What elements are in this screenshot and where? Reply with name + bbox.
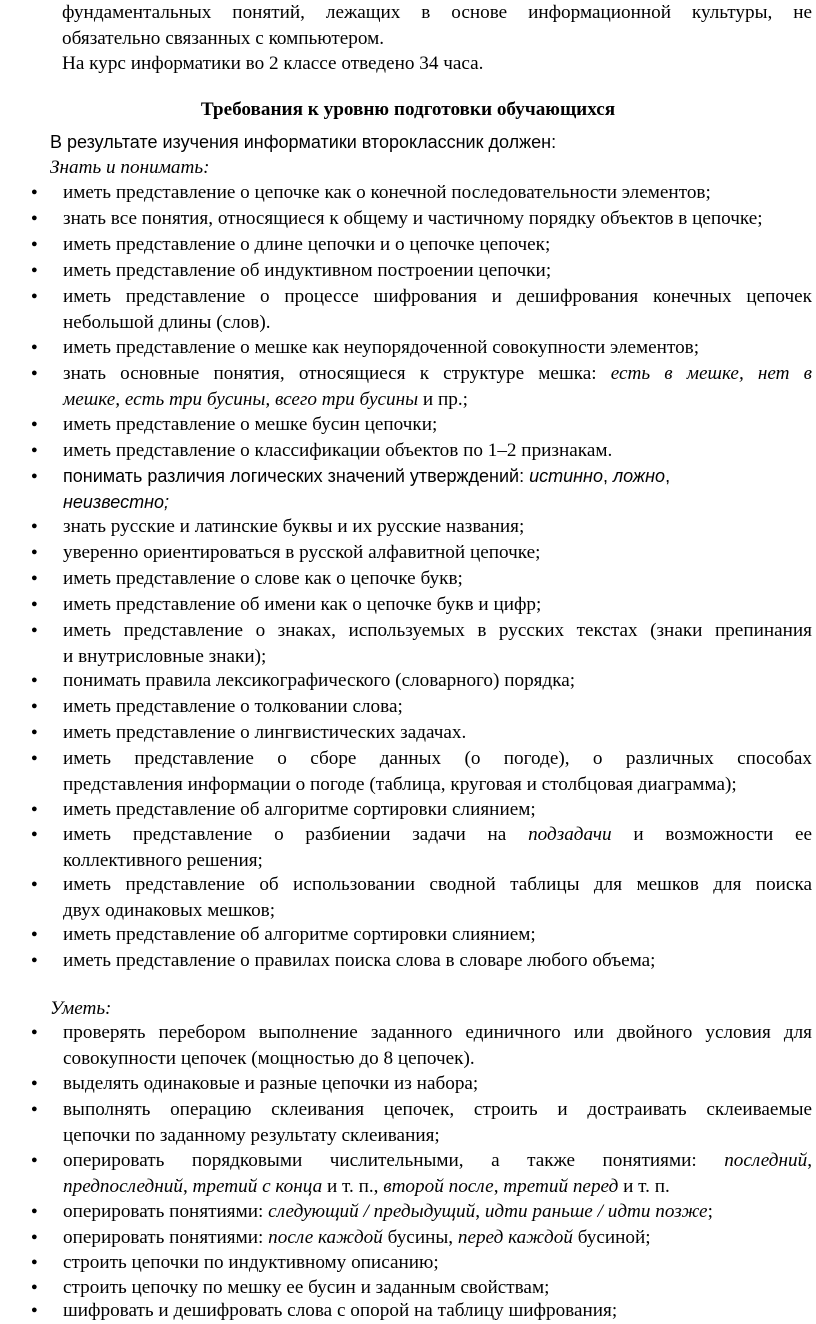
bullet-icon: ● [31, 418, 38, 430]
bullet-icon: ● [31, 212, 38, 224]
bullet-icon: ● [31, 954, 38, 966]
bullet-icon: ● [31, 1077, 38, 1089]
bullet-icon: ● [31, 470, 38, 482]
bullet-icon: ● [31, 928, 38, 940]
bullet-icon: ● [31, 341, 38, 353]
text-line: фундаментальных понятий, лежащих в основе информационной культуры, не [62, 2, 812, 23]
bullet-icon: ● [31, 1026, 38, 1038]
bullet-icon: ● [31, 572, 38, 584]
bullet-icon: ● [31, 624, 38, 636]
text-line: обязательно связанных с компьютером. [62, 27, 385, 49]
bullet-icon: ● [31, 238, 38, 250]
bullet-icon: ● [31, 546, 38, 558]
skills-heading: Уметь: [50, 998, 112, 1019]
bullet-icon: ● [31, 1205, 38, 1217]
bullet-icon: ● [31, 700, 38, 712]
bullet-icon: ● [31, 1256, 38, 1268]
bullet-icon: ● [31, 1103, 38, 1115]
bullet-icon: ● [31, 186, 38, 198]
intro-paragraph [0, 0, 812, 51]
bullet-icon: ● [31, 444, 38, 456]
bullet-icon: ● [31, 367, 38, 379]
bullet-icon: ● [31, 1231, 38, 1243]
bullet-icon: ● [31, 752, 38, 764]
section-title: Требования к уровню подготовки обучающихся [200, 99, 616, 120]
bullet-icon: ● [31, 1154, 38, 1166]
bullet-icon: ● [31, 726, 38, 738]
bullet-icon: ● [31, 828, 38, 840]
bullet-icon: ● [31, 1304, 38, 1316]
bullet-icon: ● [31, 598, 38, 610]
bullet-icon: ● [31, 1281, 38, 1293]
bullet-icon: ● [31, 290, 38, 302]
bullet-icon: ● [31, 803, 38, 815]
bullet-icon: ● [31, 520, 38, 532]
document-page: фундаментальных понятий, лежащих в основе информационной культуры, не обязательно связанных с компьютером. На курс информатики во 2 классе отведено 34 часа. Требования к уровню подготовки обучающихся В результате изучения информатики второклассник должен: Знать и понимать: ● иметь представление о цепочке как о конечной последовательности элементов; ● знать все понятия, относящиеся к общему и частичному порядку объектов в цепочке; ● иметь представление о длине цепочки и о цепочке цепочек; ● иметь представление об индуктивном построении цепочки; ● иметь представление о процессе шифрования и дешифрования конечных цепочек небольшой длины (слов). ● иметь представление о мешке как неупорядоченной совокупности элементов; ● знать основные понятия, относящиеся к структуре мешка: есть в мешке, нет в мешке, есть три бусины, всего три бусины и пр.; ● иметь представление о мешке бусин цепочки; ● иметь представление о классификации объектов по 1–2 признакам. ● понимать различия логических значений утверждений: истинно, ложно, неизвестно; ● знать русские и латинские буквы и их русские названия; ● уверенно ориентироваться в русской алфавитной цепочке; ● иметь представление о слове как о цепочке букв; ● иметь представление об имени как о цепочке букв и цифр; ● иметь представление о знаках, используемых в русских текстах (знаки препинания и внутрисловные знаки); ● понимать правила лексикографического (словарного) порядка; ● иметь представление о толковании слова; ● иметь представление о лингвистических задачах. ● иметь представление о сборе данных (о погоде), о различных способах представления информации о погоде (таблица, круговая и столбцовая диаграмма); ● иметь представление об алгоритме сортировки слиянием; ● иметь представление о разбиении задачи на подзадачи и возможности ее коллективного решения; ● иметь представление об использовании сводной таблицы для мешков для поиска двух одинаковых мешков; ● иметь представление об алгоритме сортировки слиянием; ● иметь представление о правилах поиска слова в словаре любого объема; Уметь: ● проверять перебором выполнение заданного единичного или двойного условия для совокупности цепочек (мощностью до 8 цепочек). ● выделять одинаковые и разные цепочки из набора; ● выполнять операцию склеивания цепочек, строить и достраивать склеиваемые цепочки по заданному результату склеивания; ● оперировать порядковыми числительными, а также понятиями: последний, предпоследний, третий с конца и т. п., второй после, третий перед и т. п. ● оперировать понятиями: следующий / предыдущий, идти раньше / идти позже; ● оперировать понятиями: после каждой бусины, перед каждой бусиной; ● строить цепочки по индуктивному описанию; ● строить цепочку по мешку ее бусин и заданным свойствам; ● шифровать и дешифровать слова с опорой на таблицу шифрования; [0, 0, 816, 1314]
lead-text: В результате изучения информатики второклассник должен: [50, 132, 557, 152]
bullet-icon: ● [31, 264, 38, 276]
bullet-icon: ● [31, 674, 38, 686]
bullet-icon: ● [31, 878, 38, 890]
hours-paragraph: На курс информатики во 2 классе отведено 34 часа. [62, 53, 484, 74]
know-heading: Знать и понимать: [50, 157, 210, 178]
